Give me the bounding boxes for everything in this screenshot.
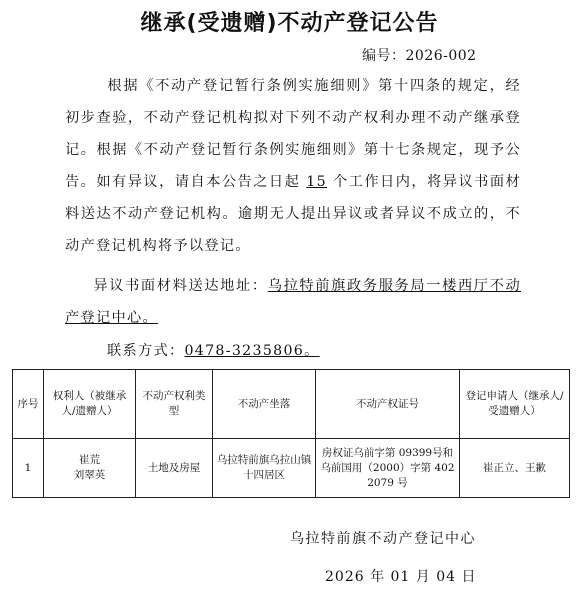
table-row <box>13 439 570 498</box>
notice-body-text-a: 根据《不动产登记暂行条例实施细则》第十四条的规定，经初步查验，不动产登记机构拟对下列不动产权利办理不动产继承登记。根据《不动产登记暂行条例实施细则》第十七条规定，现予公告。如有异议，请自本公告之日起 <box>65 78 521 190</box>
cell-applicant: 崔正立、王歉 <box>460 439 570 498</box>
document-number: 编号：2026-002 <box>362 48 477 64</box>
issuing-organization: 乌拉特前旗不动产登记中心 <box>290 531 476 547</box>
header-right-type: 不动产权利类型 <box>136 370 213 439</box>
objection-address-value: 乌拉特前旗政务服务局一楼西厅不动产登记中心。 <box>65 278 521 326</box>
registration-table <box>12 369 570 498</box>
right-holder-1: 崔荒 <box>79 454 100 466</box>
contact-label: 联系方式： <box>107 343 185 359</box>
issue-date: 2026 年 01 月 04 日 <box>325 569 477 585</box>
cell-right-holder <box>44 439 136 498</box>
cell-certificate-no: 房权证乌前字第 09399号和乌前国用（2000）字第 4022079 号 <box>316 439 460 498</box>
objection-period-days: 15 <box>306 174 327 190</box>
header-location: 不动产坐落 <box>213 370 316 439</box>
header-right-holder: 权利人（被继承人/遗赠人） <box>44 370 136 439</box>
header-serial-no: 序号 <box>13 370 44 439</box>
notice-body-paragraph <box>65 70 521 262</box>
cell-serial-no: 1 <box>13 439 44 498</box>
objection-address-label: 异议书面材料送达地址： <box>93 278 268 294</box>
table-header-row <box>13 370 570 439</box>
contact-line <box>107 340 320 360</box>
notice-body-text-b: 个工作日内，将异议书面材料送达不动产登记机构。逾期无人提出异议或者异议不成立的，不动产登记机构将予以登记。 <box>65 174 521 254</box>
header-applicant: 登记申请人（继承人/受遗赠人） <box>460 370 570 439</box>
cell-right-type: 土地及房屋 <box>136 439 213 498</box>
notice-title: 继承(受遗赠)不动产登记公告 <box>140 11 439 36</box>
header-certificate-no: 不动产权证号 <box>316 370 460 439</box>
right-holder-2: 刘翠英 <box>73 469 106 481</box>
objection-address-paragraph <box>65 270 521 334</box>
contact-phone: 0478-3235806。 <box>184 343 320 359</box>
cell-location: 乌拉特前旗乌拉山镇十四居区 <box>213 439 316 498</box>
